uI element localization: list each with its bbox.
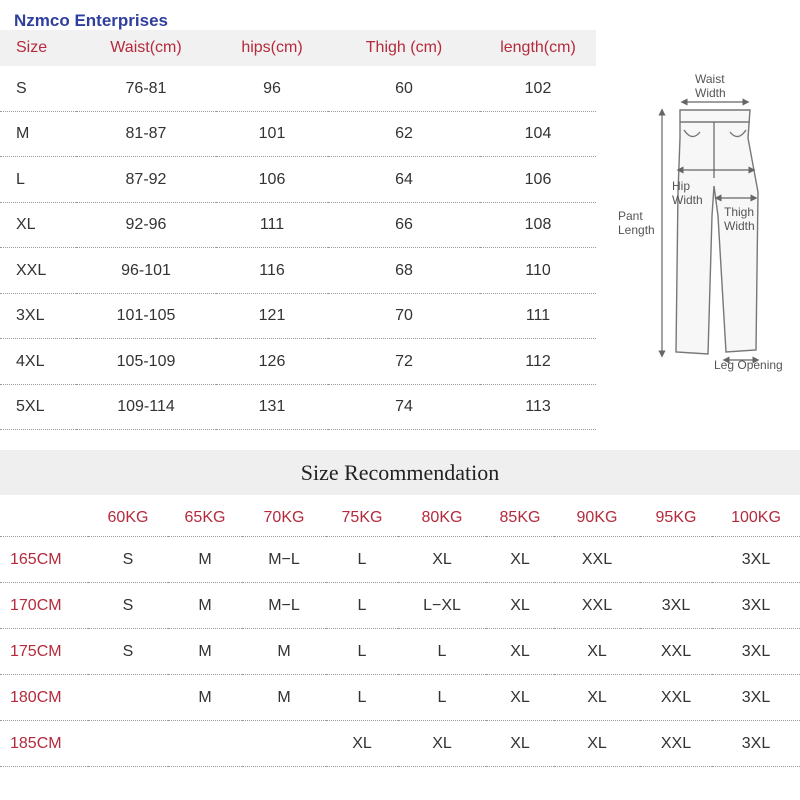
- weight-header: 80KG: [398, 500, 486, 537]
- recommended-size-cell: L−XL: [398, 583, 486, 629]
- recommended-size-cell: M: [242, 675, 326, 721]
- recommended-size-cell: S: [88, 583, 168, 629]
- hips-cell: 116: [216, 248, 328, 294]
- length-cell: 102: [480, 66, 596, 112]
- recommended-size-cell: [88, 675, 168, 721]
- size-cell: L: [0, 157, 76, 203]
- recommended-size-cell: 3XL: [712, 537, 800, 583]
- thigh-label-line2: Width: [724, 219, 755, 233]
- waist-cell: 92-96: [76, 203, 216, 248]
- thigh-cell: 62: [328, 112, 480, 157]
- hips-cell: 96: [216, 66, 328, 112]
- size-chart-table: [0, 30, 596, 430]
- recommended-size-cell: 3XL: [712, 629, 800, 675]
- hip-label-line1: Hip: [672, 179, 691, 193]
- size-chart-header-row: [0, 30, 596, 66]
- recommended-size-cell: XL: [486, 629, 554, 675]
- size-chart-row: [0, 66, 596, 112]
- weight-header: 85KG: [486, 500, 554, 537]
- col-header-thigh: Thigh (cm): [328, 30, 480, 66]
- recommended-size-cell: XXL: [640, 721, 712, 767]
- recommended-size-cell: XL: [554, 629, 640, 675]
- recommended-size-cell: L: [326, 537, 398, 583]
- length-cell: 113: [480, 385, 596, 430]
- recommended-size-cell: 3XL: [712, 675, 800, 721]
- thigh-cell: 66: [328, 203, 480, 248]
- thigh-cell: 60: [328, 66, 480, 112]
- recommendation-row: [0, 629, 800, 675]
- recommended-size-cell: M: [168, 583, 242, 629]
- size-chart-row: [0, 294, 596, 339]
- recommended-size-cell: XL: [486, 537, 554, 583]
- recommended-size-cell: [640, 537, 712, 583]
- thigh-cell: 72: [328, 339, 480, 385]
- recommended-size-cell: XL: [554, 721, 640, 767]
- leg-opening-label: Leg Opening: [714, 358, 783, 372]
- size-cell: XXL: [0, 248, 76, 294]
- recommendation-row: [0, 721, 800, 767]
- recommended-size-cell: L: [398, 629, 486, 675]
- corner-cell: [0, 500, 88, 537]
- col-header-waist: Waist(cm): [76, 30, 216, 66]
- recommended-size-cell: [88, 721, 168, 767]
- weight-header: 95KG: [640, 500, 712, 537]
- height-cell: 165CM: [0, 537, 88, 583]
- weight-header: 60KG: [88, 500, 168, 537]
- pants-diagram-svg: [608, 66, 798, 384]
- hips-cell: 131: [216, 385, 328, 430]
- hips-cell: 126: [216, 339, 328, 385]
- col-header-hips: hips(cm): [216, 30, 328, 66]
- size-chart-row: [0, 157, 596, 203]
- weight-header: 65KG: [168, 500, 242, 537]
- height-cell: 170CM: [0, 583, 88, 629]
- hips-cell: 106: [216, 157, 328, 203]
- weight-header: 75KG: [326, 500, 398, 537]
- recommended-size-cell: [242, 721, 326, 767]
- col-header-length: length(cm): [480, 30, 596, 66]
- size-chart-row: [0, 112, 596, 157]
- recommendation-header-row: [0, 500, 800, 537]
- length-cell: 108: [480, 203, 596, 248]
- recommendation-title: Size Recommendation: [0, 450, 800, 495]
- waist-cell: 76-81: [76, 66, 216, 112]
- recommended-size-cell: XL: [486, 675, 554, 721]
- size-chart-body: [0, 66, 596, 430]
- recommended-size-cell: [168, 721, 242, 767]
- waist-label-line1: Waist: [695, 72, 725, 86]
- watermark-label: Nzmco Enterprises: [14, 11, 168, 30]
- recommended-size-cell: XL: [326, 721, 398, 767]
- size-chart-row: [0, 203, 596, 248]
- recommendation-table: [0, 500, 800, 767]
- pant-length-label-line2: Length: [618, 223, 655, 237]
- size-chart-row: [0, 339, 596, 385]
- thigh-cell: 64: [328, 157, 480, 203]
- recommended-size-cell: M−L: [242, 537, 326, 583]
- length-cell: 104: [480, 112, 596, 157]
- waist-cell: 109-114: [76, 385, 216, 430]
- thigh-cell: 68: [328, 248, 480, 294]
- length-cell: 111: [480, 294, 596, 339]
- weight-header: 70KG: [242, 500, 326, 537]
- length-cell: 106: [480, 157, 596, 203]
- waist-cell: 81-87: [76, 112, 216, 157]
- length-cell: 110: [480, 248, 596, 294]
- length-cell: 112: [480, 339, 596, 385]
- recommended-size-cell: M: [168, 675, 242, 721]
- size-cell: 4XL: [0, 339, 76, 385]
- size-cell: M: [0, 112, 76, 157]
- recommendation-body: [0, 537, 800, 767]
- recommended-size-cell: M: [168, 629, 242, 675]
- weight-header: 90KG: [554, 500, 640, 537]
- height-cell: 175CM: [0, 629, 88, 675]
- waist-label-line2: Width: [695, 86, 726, 100]
- recommended-size-cell: XL: [398, 721, 486, 767]
- hip-label-line2: Width: [672, 193, 703, 207]
- recommended-size-cell: 3XL: [712, 583, 800, 629]
- waist-cell: 105-109: [76, 339, 216, 385]
- recommendation-row: [0, 537, 800, 583]
- size-cell: 5XL: [0, 385, 76, 430]
- col-header-size: Size: [0, 30, 76, 66]
- recommendation-row: [0, 583, 800, 629]
- recommended-size-cell: L: [398, 675, 486, 721]
- size-cell: S: [0, 66, 76, 112]
- waist-cell: 101-105: [76, 294, 216, 339]
- recommended-size-cell: L: [326, 583, 398, 629]
- hips-cell: 111: [216, 203, 328, 248]
- recommended-size-cell: M: [242, 629, 326, 675]
- recommended-size-cell: XL: [398, 537, 486, 583]
- recommended-size-cell: XXL: [640, 675, 712, 721]
- weight-header: 100KG: [712, 500, 800, 537]
- recommended-size-cell: 3XL: [712, 721, 800, 767]
- height-cell: 185CM: [0, 721, 88, 767]
- hips-cell: 121: [216, 294, 328, 339]
- thigh-cell: 70: [328, 294, 480, 339]
- recommended-size-cell: L: [326, 629, 398, 675]
- recommended-size-cell: 3XL: [640, 583, 712, 629]
- recommended-size-cell: S: [88, 629, 168, 675]
- recommended-size-cell: M−L: [242, 583, 326, 629]
- size-chart-row: [0, 248, 596, 294]
- size-cell: 3XL: [0, 294, 76, 339]
- recommended-size-cell: L: [326, 675, 398, 721]
- pants-diagram: [608, 66, 798, 384]
- recommended-size-cell: XXL: [554, 583, 640, 629]
- recommended-size-cell: M: [168, 537, 242, 583]
- size-cell: XL: [0, 203, 76, 248]
- recommended-size-cell: XL: [486, 721, 554, 767]
- recommended-size-cell: XL: [486, 583, 554, 629]
- thigh-cell: 74: [328, 385, 480, 430]
- recommended-size-cell: XXL: [640, 629, 712, 675]
- waist-cell: 87-92: [76, 157, 216, 203]
- size-chart-row: [0, 385, 596, 430]
- pant-length-label-line1: Pant: [618, 209, 643, 223]
- thigh-label-line1: Thigh: [724, 205, 755, 219]
- waist-cell: 96-101: [76, 248, 216, 294]
- hips-cell: 101: [216, 112, 328, 157]
- recommended-size-cell: XL: [554, 675, 640, 721]
- height-cell: 180CM: [0, 675, 88, 721]
- recommended-size-cell: S: [88, 537, 168, 583]
- recommendation-row: [0, 675, 800, 721]
- recommended-size-cell: XXL: [554, 537, 640, 583]
